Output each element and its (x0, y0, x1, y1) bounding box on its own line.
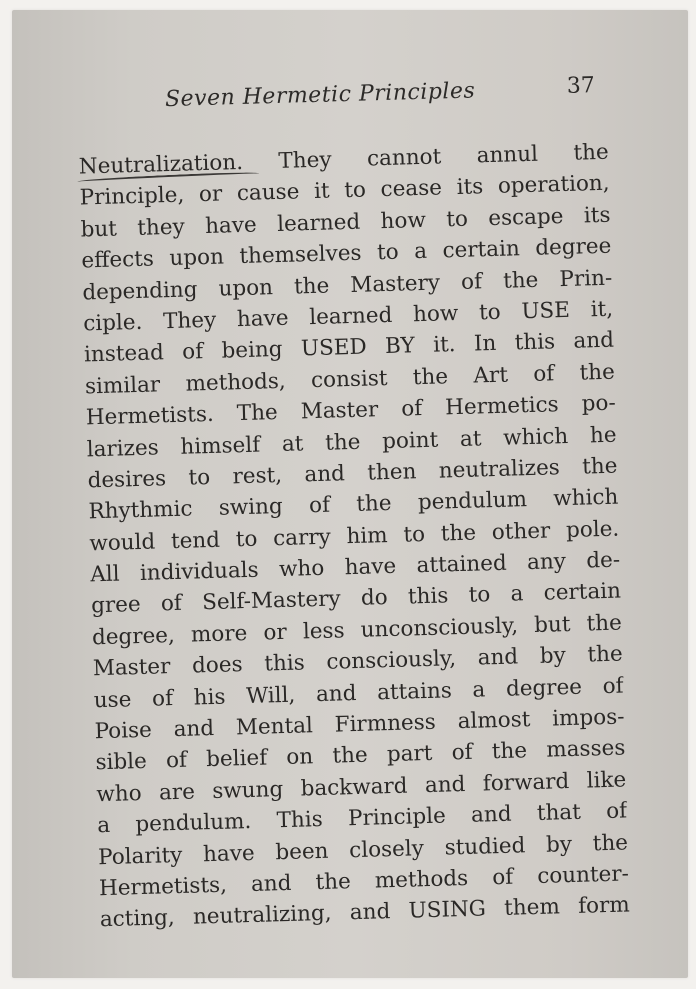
text-line: Polarity have been closely studied by the (97, 830, 629, 870)
text-line: Principle, or cause it to cease its operation, (79, 171, 610, 211)
text-line: who are swung backward and forward like (96, 767, 627, 808)
text-line: a pendulum. This Principle and that of (96, 798, 628, 839)
text-line: instead of being USED BY it. In this and (83, 327, 615, 368)
text-line: depending upon the Mastery of the Prin- (82, 265, 613, 306)
text-line: gree of Self-Mastery do this to a certain (90, 579, 622, 619)
page-number: 37 (566, 73, 596, 99)
text-line: similar methods, consist the Art of the (84, 359, 616, 400)
text-line: would tend to carry him to the other pole. (89, 516, 620, 557)
page-text-block (0, 1, 696, 987)
text-line: degree, more or less unconsciously, but the (91, 610, 623, 651)
text-line: acting, neutralizing, and USING them form (99, 892, 631, 933)
running-head: Seven Hermetic Principles (164, 78, 476, 113)
text-line: Rhythmic swing of the pendulum which (88, 484, 619, 525)
text-line: Hermetists, and the methods of counter- (98, 861, 630, 902)
body-text (78, 137, 630, 936)
book-page (12, 10, 688, 978)
text-line: Master does this consciously, and by the (92, 641, 624, 682)
text-line: desires to rest, and then neutralizes the (87, 453, 618, 494)
text-line: but they have learned how to escape its (80, 202, 611, 243)
text-line: use of his Will, and attains a degree of (93, 673, 624, 713)
text-line: All individuals who have attained any de- (89, 547, 621, 588)
text-line: Neutralization. They cannot annul the (78, 139, 610, 180)
text-line: Poise and Mental Firmness almost impos- (94, 704, 625, 745)
text-line: larizes himself at the point at which he (86, 422, 617, 462)
text-line: ciple. They have learned how to USE it, (82, 296, 614, 337)
text-line: effects upon themselves to a certain degree (81, 233, 612, 274)
text-line: Hermetists. The Master of Hermetics po- (85, 390, 617, 431)
text-line: sible of belief on the part of the masses (95, 735, 626, 776)
